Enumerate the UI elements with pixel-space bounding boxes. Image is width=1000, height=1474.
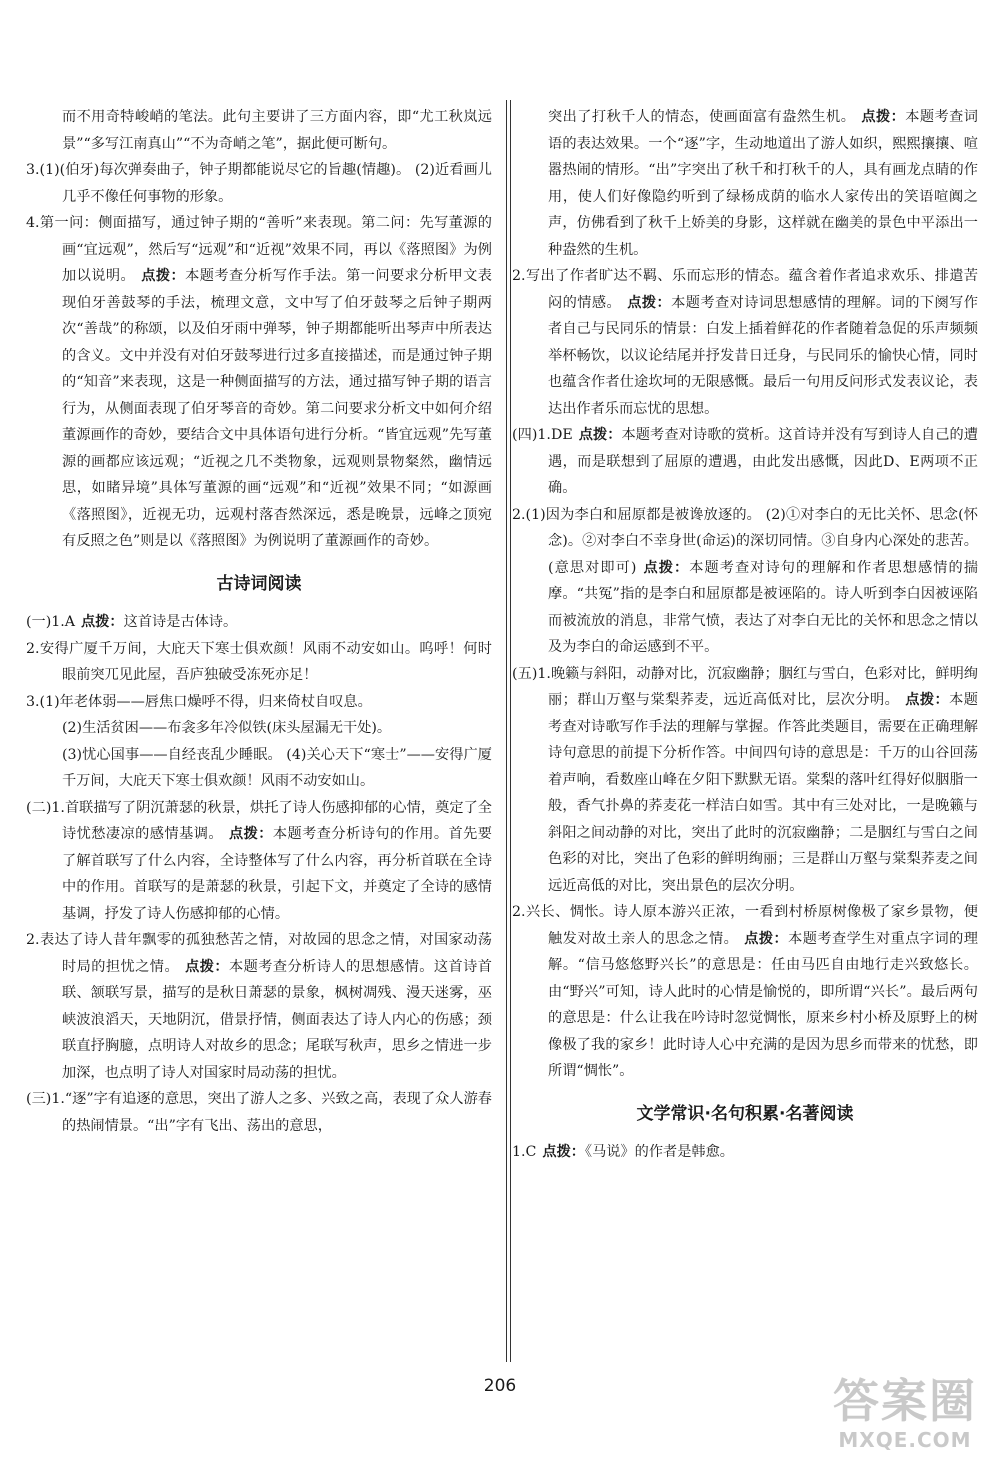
watermark-url: MXQE.COM [838,1428,972,1452]
left-column [26,104,492,1139]
answer-paragraph: 3.(1)年老体弱——唇焦口燥呼不得，归来倚杖自叹息。 [26,693,372,710]
watermark-logo-text: 答案圈 [833,1374,977,1428]
answer-paragraph: 突出了打秋千人的情态，使画面富有盎然生机。 点拨：本题考查词语的表达效果。一个“逐”字，生动地道出了游人如织，熙熙攘攘、喧嚣热闹的情形。“出”字突出了秋千和打秋千的人，具有画龙点睛的作用，使人们好像隐约听到了绿杨成荫的临水人家传出的笑语喧阗之声，仿佛看到了秋千上娇美的身影，这样就在幽美的景色中平添出一种盎然的生机。 [548,109,978,258]
answer-paragraph: (2)生活贫困——布衾多年冷似铁(床头屋漏无干处)。 [62,720,392,736]
tip-label: 点拨： [642,559,690,576]
tip-label: 点拨： [578,427,622,443]
answer-paragraph: (四)1.DE 点拨：本题考查对诗歌的赏析。这首诗并没有写到诗人自己的遭遇，而是联想到了屈原的遭遇，由此发出感慨，因此D、E两项不正确。 [512,427,978,496]
section-title: 文学常识·名句积累·名著阅读 [636,1103,854,1124]
answer-paragraph: 2.兴长、惆怅。诗人原本游兴正浓，一看到村桥原树像极了家乡景物，便触发对故土亲人的思念之情。 点拨：本题考查学生对重点字词的理解。“信马悠悠野兴长”的意思是：任由马匹自由地行走兴致悠长。由“野兴”可知，诗人此时的心情是愉悦的，即所谓“兴长”。最后两句的意思是：什么让我在吟诗时忽觉惆怅，原来乡村小桥及原野上的树像极了我的家乡！此时诗人心中充满的是因为思乡而带来的忧愁，即所谓“惆怅”。 [512,904,978,1079]
column-divider [510,100,511,1362]
answer-paragraph: 3.(1)(伯牙)每次弹奏曲子，钟子期都能说尽它的旨趣(情趣)。 (2)近看画儿几乎不像任何事物的形象。 [26,162,492,205]
answer-paragraph: (三)1.“逐”字有追逐的意思，突出了游人之多、兴致之高，表现了众人游春的热闹情景。“出”字有飞出、荡出的意思， [26,1091,492,1134]
answer-paragraph: 而不用奇特峻峭的笔法。此句主要讲了三方面内容，即“尤工秋岚远景”“多写江南真山”“不为奇峭之笔”，据此便可断句。 [62,109,492,152]
answer-paragraph: 1.C 点拨：《马说》的作者是韩愈。 [512,1144,734,1160]
tip-label: 点拨： [542,1144,585,1160]
tip-label: 点拨： [744,930,789,947]
answer-paragraph: (一)1.A 点拨：这首诗是古体诗。 [26,614,238,630]
answer-paragraph: 4.第一问：侧面描写，通过钟子期的“善听”来表现。第二问：先写董源的画“宜远观”，然后写“远观”和“近视”效果不同，再以《落照图》为例加以说明。 点拨：本题考查分析写作手法。第一问要求分析甲文表现伯牙善鼓琴的手法，梳理文意，文中写了伯牙鼓琴之后钟子期两次“善哉”的称颂，以及伯牙雨中弹琴，钟子期都能听出琴声中所表达的含义。文中并没有对伯牙鼓琴进行过多直接描述，而是通过钟子期的“知音”来表现，这是一种侧面描写的方法，通过描写钟子期的语言行为，从侧面表现了伯牙琴音的奇妙。第二问要求分析文中如何介绍董源画作的奇妙，要结合文中具体语句进行分析。“皆宜远观”先写董源的画都应该远观；“近视之几不类物象，远观则景物粲然，幽情远思，如睹异境”具体写董源的画“远观”和“近视”效果不同；“如源画《落照图》，近视无功，远观村落杳然深远，悉是晚景，远峰之顶宛有反照之色”则是以《落照图》为例说明了董源画作的奇妙。 [26,215,492,549]
tip-label: 点拨： [228,826,273,842]
answer-paragraph: (二)1.首联描写了阴沉萧瑟的秋景，烘托了诗人伤感抑郁的心情，奠定了全诗忧愁凄凉的感情基调。 点拨：本题考查分析诗句的作用。首先要了解首联写了什么内容，全诗整体写了什么内容，再分析首联在全诗中的作用。首联写的是萧瑟的秋景，引起下文，并奠定了全诗的感情基调，抒发了诗人伤感抑郁的心情。 [26,799,492,922]
tip-label: 点拨： [141,268,186,284]
tip-label: 点拨： [185,958,229,975]
section-title: 古诗词阅读 [216,573,302,594]
tip-label: 点拨： [861,109,906,125]
answer-paragraph: 2.写出了作者旷达不羁、乐而忘形的情态。蕴含着作者追求欢乐、排遣苦闷的情感。 点拨：本题考查对诗词思想感情的理解。词的下阕写作者自己与民同乐的情景：白发上插着鲜花的作者随着急促的乐声频频举杯畅饮，以议论结尾并抒发昔日迁身，与民同乐的愉快心情，同时也蕴含作者仕途坎坷的无限感慨。最后一句用反问形式发表议论，表达出作者乐而忘忧的思想。 [512,268,978,417]
right-column [512,104,978,1166]
answer-paragraph: 2.安得广厦千万间，大庇天下寒士俱欢颜！风雨不动安如山。呜呼！何时眼前突兀见此屋，吾庐独破受冻死亦足！ [26,640,492,683]
answer-paragraph: (3)忧心国事——自经丧乱少睡眠。 (4)关心天下“寒士”——安得广厦千万间，大庇天下寒士俱欢颜！风雨不动安如山。 [62,746,492,789]
answer-paragraph: 2.表达了诗人昔年飘零的孤独愁苦之情，对故园的思念之情，对国家动荡时局的担忧之情。 点拨：本题考查分析诗人的思想感情。这首诗首联、颔联写景，描写的是秋日萧瑟的景象，枫树凋残、漫天迷雾，巫峡波浪滔天，天地阴沉，借景抒情，侧面表达了诗人内心的伤感；颈联直抒胸臆，点明诗人对故乡的思念；尾联写秋声，思乡之情进一步加深，也点明了诗人对国家时局动荡的担忧。 [26,932,492,1081]
page-number: 206 [483,1376,517,1396]
column-divider [506,100,507,1362]
answer-paragraph: 2.(1)因为李白和屈原都是被谗放逐的。 (2)①对李白的无比关怀、思念(怀念)。②对李白不幸身世(命运)的深切同情。③自身内心深处的悲苦。(意思对即可) 点拨：本题考查对诗句的理解和作者思想感情的揣摩。“共冤”指的是李白和屈原都是被诬陷的。诗人听到李白因被诬陷而被流放的消息，非常气愤，表达了对李白无比的关怀和思念之情以及为李白的命运感到不平。 [512,506,978,655]
answer-paragraph: (五)1.晚籁与斜阳，动静对比，沉寂幽静；胭红与雪白，色彩对比，鲜明绚丽；群山万壑与棠梨荞麦，远近高低对比，层次分明。 点拨：本题考查对诗歌写作手法的理解与掌握。作答此类题目，需要在正确理解诗句意思的前提下分析作答。中间四句诗的意思是：千万的山谷回荡着声响，看数座山峰在夕阳下默默无语。棠梨的落叶红得好似胭脂一般，香气扑鼻的荞麦花一样洁白如雪。其中有三处对比，一是晚籁与斜阳之间动静的对比，突出了此时的沉寂幽静；二是胭红与雪白之间色彩的对比，突出了色彩的鲜明绚丽；三是群山万壑与棠梨荞麦之间远近高低的对比，突出景色的层次分明。 [512,665,978,894]
tip-label: 点拨： [627,294,672,311]
watermark-logo [820,1374,990,1466]
tip-label: 点拨： [81,614,124,630]
tip-label: 点拨： [905,692,950,708]
